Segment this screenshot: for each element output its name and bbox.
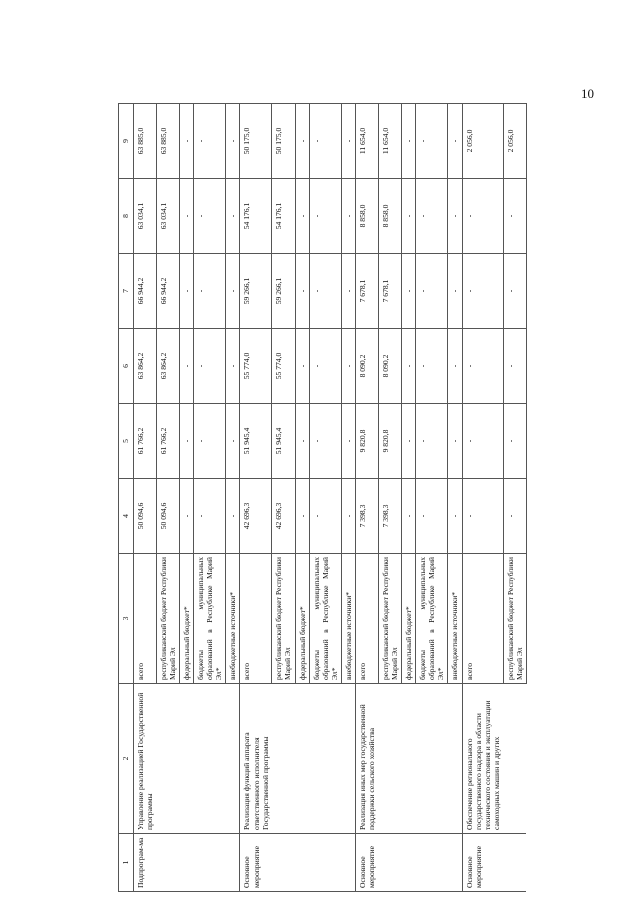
- event-name-cell: Обеспечение регионального государственного надзора в области технического состояния и эксплуатации самоходных машин и других: [462, 684, 503, 834]
- event-type-cell: [503, 834, 526, 892]
- event-type-cell: Основное мероприятие: [240, 834, 272, 892]
- amount-cell: 9 820,8: [356, 404, 379, 479]
- amount-cell: -: [226, 179, 240, 254]
- amount-cell: 55 774,0: [240, 329, 272, 404]
- event-type-cell: [402, 834, 416, 892]
- amount-cell: -: [341, 179, 355, 254]
- event-name-cell: [448, 684, 462, 834]
- amount-cell: -: [462, 179, 503, 254]
- amount-cell: -: [179, 179, 193, 254]
- table-row: [378, 104, 401, 892]
- amount-cell: 11 654,0: [378, 104, 401, 179]
- table-row: [309, 104, 341, 892]
- event-name-cell: [272, 684, 295, 834]
- amount-cell: -: [416, 104, 448, 179]
- amount-cell: -: [295, 404, 309, 479]
- event-type-cell: [309, 834, 341, 892]
- funding-source-cell: федеральный бюджет*: [179, 554, 193, 684]
- amount-cell: 2 056,0: [503, 104, 526, 179]
- funding-source-cell: внебюджетные источники*: [341, 554, 355, 684]
- amount-cell: 11 654,0: [356, 104, 379, 179]
- funding-source-cell: всего: [134, 554, 157, 684]
- event-type-cell: [179, 834, 193, 892]
- amount-cell: -: [309, 404, 341, 479]
- funding-source-cell: республиканский бюджет Республики Марий Эл: [378, 554, 401, 684]
- amount-cell: -: [402, 104, 416, 179]
- amount-cell: 54 176,1: [272, 179, 295, 254]
- funding-source-cell: всего: [356, 554, 379, 684]
- event-name-cell: [309, 684, 341, 834]
- event-type-cell: [272, 834, 295, 892]
- amount-cell: -: [226, 404, 240, 479]
- funding-source-cell: федеральный бюджет*: [402, 554, 416, 684]
- funding-source-cell: бюджеты муниципальных образований в Республике Марий Эл*: [194, 554, 226, 684]
- event-type-cell: Основное мероприятие: [356, 834, 379, 892]
- table-row: [194, 104, 226, 892]
- amount-cell: -: [194, 104, 226, 179]
- amount-cell: 54 176,1: [240, 179, 272, 254]
- funding-source-cell: республиканский бюджет Республики Марий Эл: [503, 554, 526, 684]
- event-name-cell: [295, 684, 309, 834]
- amount-cell: 51 945,4: [272, 404, 295, 479]
- column-number: 9: [119, 104, 134, 179]
- amount-cell: -: [341, 404, 355, 479]
- table-body: [134, 104, 527, 892]
- funding-source-cell: внебюджетные источники*: [448, 554, 462, 684]
- column-number: 1: [119, 834, 134, 892]
- event-name-cell: [179, 684, 193, 834]
- amount-cell: -: [503, 179, 526, 254]
- amount-cell: -: [194, 329, 226, 404]
- amount-cell: 7 398,3: [356, 479, 379, 554]
- event-type-cell: [378, 834, 401, 892]
- table-row: [272, 104, 295, 892]
- funding-source-cell: республиканский бюджет Республики Марий Эл: [272, 554, 295, 684]
- amount-cell: -: [402, 179, 416, 254]
- amount-cell: 61 766,2: [156, 404, 179, 479]
- amount-cell: -: [309, 254, 341, 329]
- amount-cell: -: [295, 479, 309, 554]
- amount-cell: 63 885,0: [134, 104, 157, 179]
- table-row: [503, 104, 526, 892]
- amount-cell: -: [309, 179, 341, 254]
- amount-cell: 63 885,0: [156, 104, 179, 179]
- amount-cell: -: [226, 254, 240, 329]
- amount-cell: 51 945,4: [240, 404, 272, 479]
- event-type-cell: Подпрограм-ма: [134, 834, 157, 892]
- amount-cell: -: [448, 179, 462, 254]
- table-row: [416, 104, 448, 892]
- amount-cell: -: [416, 479, 448, 554]
- amount-cell: -: [416, 329, 448, 404]
- table-row: [226, 104, 240, 892]
- amount-cell: -: [416, 404, 448, 479]
- amount-cell: -: [194, 404, 226, 479]
- amount-cell: 63 034,1: [134, 179, 157, 254]
- amount-cell: -: [226, 104, 240, 179]
- funding-source-cell: республиканский бюджет Республики Марий Эл: [156, 554, 179, 684]
- table-row: [448, 104, 462, 892]
- amount-cell: 50 094,6: [156, 479, 179, 554]
- amount-cell: -: [341, 254, 355, 329]
- funding-source-cell: всего: [462, 554, 503, 684]
- amount-cell: 42 696,3: [240, 479, 272, 554]
- amount-cell: -: [448, 479, 462, 554]
- table-row: [402, 104, 416, 892]
- amount-cell: -: [226, 329, 240, 404]
- event-type-cell: [448, 834, 462, 892]
- event-name-cell: Управление реализацией Государственной программы: [134, 684, 157, 834]
- event-name-cell: [378, 684, 401, 834]
- table-row: [156, 104, 179, 892]
- column-number: 6: [119, 329, 134, 404]
- amount-cell: -: [503, 479, 526, 554]
- amount-cell: 63 864,2: [156, 329, 179, 404]
- amount-cell: -: [295, 329, 309, 404]
- amount-cell: 66 944,2: [156, 254, 179, 329]
- amount-cell: 42 696,3: [272, 479, 295, 554]
- amount-cell: -: [179, 104, 193, 179]
- table-row: [179, 104, 193, 892]
- event-name-cell: [194, 684, 226, 834]
- amount-cell: -: [341, 329, 355, 404]
- amount-cell: -: [503, 254, 526, 329]
- funding-source-cell: бюджеты муниципальных образований в Республике Марий Эл*: [309, 554, 341, 684]
- event-type-cell: [341, 834, 355, 892]
- amount-cell: 2 056,0: [462, 104, 503, 179]
- event-name-cell: Реализация иных мер государственной поддержки сельского хозяйства: [356, 684, 379, 834]
- amount-cell: -: [226, 479, 240, 554]
- table-row: [240, 104, 272, 892]
- amount-cell: 50 175,0: [240, 104, 272, 179]
- amount-cell: 8 858,0: [378, 179, 401, 254]
- event-type-cell: [226, 834, 240, 892]
- amount-cell: 8 090,2: [378, 329, 401, 404]
- amount-cell: 59 266,1: [272, 254, 295, 329]
- amount-cell: 7 678,1: [356, 254, 379, 329]
- table-row: [341, 104, 355, 892]
- amount-cell: 66 944,2: [134, 254, 157, 329]
- rotated-table-wrapper: [118, 104, 638, 892]
- amount-cell: 50 175,0: [272, 104, 295, 179]
- column-number-row: [119, 104, 134, 892]
- amount-cell: -: [448, 254, 462, 329]
- amount-cell: 59 266,1: [240, 254, 272, 329]
- event-name-cell: [341, 684, 355, 834]
- amount-cell: -: [179, 404, 193, 479]
- amount-cell: -: [416, 179, 448, 254]
- amount-cell: -: [402, 254, 416, 329]
- event-type-cell: [194, 834, 226, 892]
- amount-cell: -: [179, 329, 193, 404]
- amount-cell: 8 858,0: [356, 179, 379, 254]
- column-number: 4: [119, 479, 134, 554]
- amount-cell: -: [179, 254, 193, 329]
- amount-cell: -: [179, 479, 193, 554]
- amount-cell: 50 094,6: [134, 479, 157, 554]
- event-name-cell: [416, 684, 448, 834]
- amount-cell: -: [503, 404, 526, 479]
- amount-cell: 9 820,8: [378, 404, 401, 479]
- funding-source-cell: бюджеты муниципальных образований в Республике Марий Эл*: [416, 554, 448, 684]
- column-number: 8: [119, 179, 134, 254]
- amount-cell: -: [194, 254, 226, 329]
- event-type-cell: [156, 834, 179, 892]
- event-type-cell: Основное мероприятие: [462, 834, 503, 892]
- amount-cell: -: [402, 479, 416, 554]
- amount-cell: -: [341, 104, 355, 179]
- event-name-cell: Реализация функций аппарата ответственного исполнителя Государственной программы: [240, 684, 272, 834]
- table-row: [295, 104, 309, 892]
- amount-cell: 55 774,0: [272, 329, 295, 404]
- column-number: 2: [119, 684, 134, 834]
- amount-cell: 7 398,3: [378, 479, 401, 554]
- amount-cell: -: [416, 254, 448, 329]
- amount-cell: -: [309, 104, 341, 179]
- amount-cell: -: [448, 329, 462, 404]
- column-number: 5: [119, 404, 134, 479]
- amount-cell: -: [295, 254, 309, 329]
- event-name-cell: [156, 684, 179, 834]
- amount-cell: -: [402, 404, 416, 479]
- amount-cell: -: [503, 329, 526, 404]
- page-number: 10: [581, 86, 594, 101]
- event-name-cell: [503, 684, 526, 834]
- funding-source-cell: федеральный бюджет*: [295, 554, 309, 684]
- amount-cell: 7 678,1: [378, 254, 401, 329]
- amount-cell: -: [309, 479, 341, 554]
- event-name-cell: [226, 684, 240, 834]
- amount-cell: -: [194, 179, 226, 254]
- amount-cell: -: [402, 329, 416, 404]
- table-row: [462, 104, 503, 892]
- amount-cell: -: [309, 329, 341, 404]
- amount-cell: -: [295, 179, 309, 254]
- amount-cell: -: [448, 404, 462, 479]
- amount-cell: -: [295, 104, 309, 179]
- amount-cell: 8 090,2: [356, 329, 379, 404]
- amount-cell: -: [462, 329, 503, 404]
- amount-cell: -: [448, 104, 462, 179]
- budget-table: [118, 103, 527, 892]
- table-row: [356, 104, 379, 892]
- amount-cell: -: [194, 479, 226, 554]
- event-name-cell: [402, 684, 416, 834]
- amount-cell: 63 864,2: [134, 329, 157, 404]
- event-type-cell: [295, 834, 309, 892]
- funding-source-cell: всего: [240, 554, 272, 684]
- amount-cell: -: [462, 479, 503, 554]
- column-number: 3: [119, 554, 134, 684]
- amount-cell: -: [462, 404, 503, 479]
- event-type-cell: [416, 834, 448, 892]
- amount-cell: 61 766,2: [134, 404, 157, 479]
- amount-cell: -: [341, 479, 355, 554]
- amount-cell: -: [462, 254, 503, 329]
- amount-cell: 63 034,1: [156, 179, 179, 254]
- table-row: [134, 104, 157, 892]
- funding-source-cell: внебюджетные источники*: [226, 554, 240, 684]
- column-number: 7: [119, 254, 134, 329]
